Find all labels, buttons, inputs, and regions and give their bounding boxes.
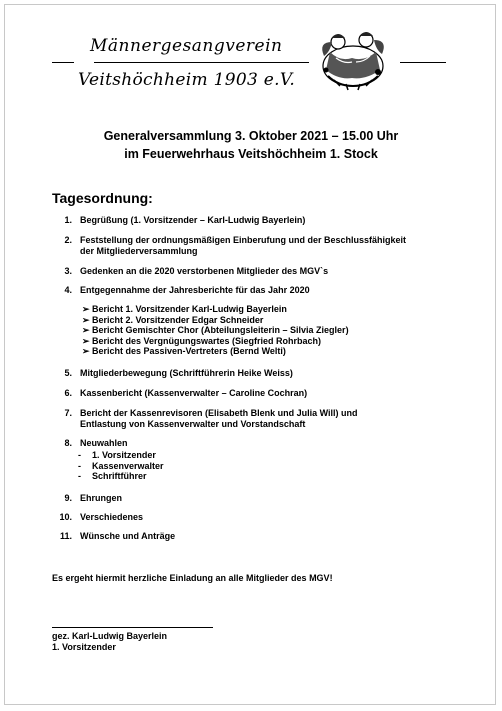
agenda-item-number: 8. bbox=[64, 438, 72, 448]
agenda-item-text: Mitgliederbewegung (Schriftführerin Heike Weiss) bbox=[80, 368, 293, 378]
meeting-title: Generalversammlung 3. Oktober 2021 – 15.00 Uhr bbox=[103, 129, 399, 143]
agenda-item-text: Feststellung der ordnungsmäßigen Einberufung und der Beschlussfähigkeit bbox=[80, 235, 407, 245]
arrow-bullet-icon: ➢ bbox=[82, 335, 90, 346]
agenda-item-text: Verschiedenes bbox=[80, 512, 144, 522]
agenda-item-number: 6. bbox=[64, 388, 72, 398]
election-item: - 1. Vorsitzender bbox=[78, 450, 156, 460]
report-list bbox=[82, 304, 442, 357]
signature-name: gez. Karl-Ludwig Bayerlein bbox=[52, 631, 168, 641]
signature-line bbox=[52, 627, 213, 628]
agenda-item-text-continued: der Mitgliederversammlung bbox=[80, 246, 198, 256]
report-item: ➢ Bericht des Vergnügungswartes (Siegfried Rohrbach) bbox=[82, 335, 322, 346]
club-place: Veitshöchheim 1903 e.V. bbox=[78, 70, 296, 90]
arrow-bullet-icon: ➢ bbox=[82, 325, 90, 335]
letterhead bbox=[0, 0, 502, 110]
report-item: ➢ Bericht Gemischter Chor (Abteilungsleiterin – Silvia Ziegler) bbox=[82, 325, 349, 335]
agenda-item-text: Ehrungen bbox=[80, 493, 122, 503]
agenda-heading: Tagesordnung: bbox=[52, 190, 153, 206]
agenda-item-text: Begrüßung (1. Vorsitzender – Karl-Ludwig Bayerlein) bbox=[80, 215, 306, 225]
report-item: ➢ Bericht 2. Vorsitzender Edgar Schneider bbox=[82, 314, 264, 325]
agenda-item-text: Kassenbericht (Kassenverwalter – Caroline Cochran) bbox=[80, 388, 308, 398]
agenda-item-number: 5. bbox=[64, 368, 72, 378]
signature-role: 1. Vorsitzender bbox=[52, 642, 116, 652]
agenda-item-number: 7. bbox=[64, 408, 72, 418]
report-item: ➢ Bericht 1. Vorsitzender Karl-Ludwig Bayerlein bbox=[82, 304, 287, 314]
meeting-location: im Feuerwehrhaus Veitshöchheim 1. Stock bbox=[124, 147, 378, 161]
agenda-item-text-continued: Entlastung von Kassenverwalter und Vorstandschaft bbox=[80, 419, 306, 429]
agenda-item-number: 1. bbox=[64, 215, 72, 225]
club-name: Männergesangverein bbox=[90, 36, 283, 56]
agenda-item-text: Bericht der Kassenrevisoren (Elisabeth Blenk und Julia Will) und bbox=[80, 408, 358, 418]
agenda-item-number: 2. bbox=[64, 235, 72, 245]
arrow-bullet-icon: ➢ bbox=[82, 346, 90, 356]
agenda-item-text: Entgegennahme der Jahresberichte für das Jahr 2020 bbox=[80, 285, 310, 295]
arrow-bullet-icon: ➢ bbox=[82, 314, 90, 325]
arrow-bullet-icon: ➢ bbox=[82, 304, 90, 314]
election-item: - Schriftführer bbox=[78, 471, 147, 481]
agenda-item-text: Wünsche und Anträge bbox=[80, 531, 176, 541]
letterhead-rule-middle bbox=[94, 62, 309, 63]
report-item: ➢ Bericht des Passiven-Vertreters (Bernd Welti) bbox=[82, 346, 286, 356]
election-list bbox=[78, 450, 438, 482]
invitation-text: Es ergeht hiermit herzliche Einladung an alle Mitglieder des MGV! bbox=[52, 573, 333, 583]
election-item: - Kassenverwalter bbox=[78, 460, 164, 471]
letterhead-rule-right bbox=[400, 62, 446, 63]
agenda-item-text: Neuwahlen bbox=[80, 438, 128, 448]
agenda-item-text: Gedenken an die 2020 verstorbenen Mitglieder des MGV`s bbox=[80, 266, 329, 276]
cherub-emblem-icon bbox=[316, 26, 390, 92]
letterhead-rule-left bbox=[52, 62, 74, 63]
agenda-item-number: 9. bbox=[64, 493, 72, 503]
agenda-item-number: 3. bbox=[64, 266, 72, 276]
agenda-item-number: 10. bbox=[59, 512, 72, 522]
agenda-item-number: 4. bbox=[64, 285, 72, 295]
agenda-item-number: 11. bbox=[59, 531, 72, 541]
